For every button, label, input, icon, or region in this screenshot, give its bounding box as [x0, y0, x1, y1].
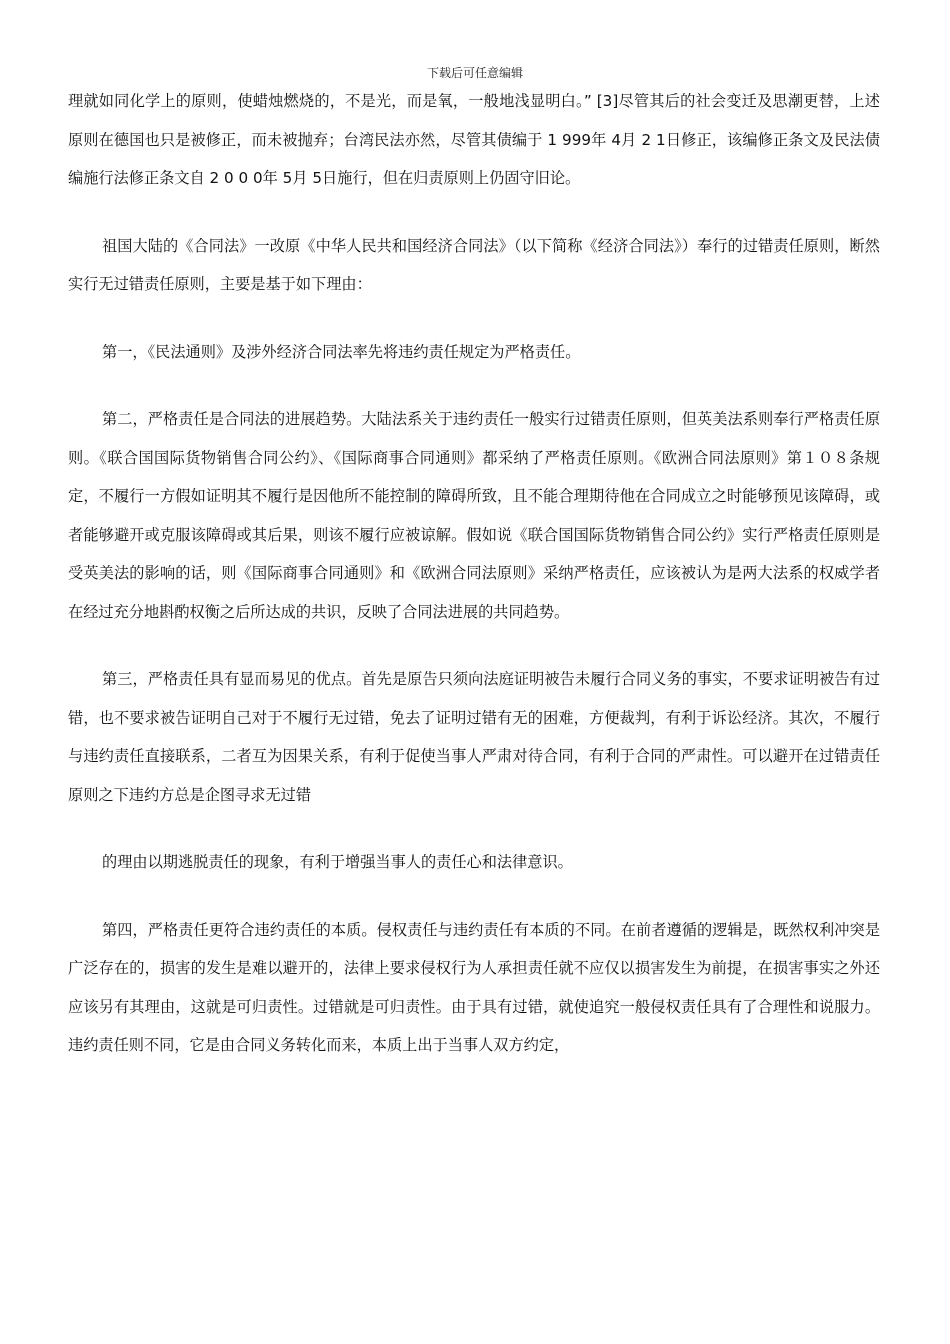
paragraph-gap [68, 371, 880, 400]
paragraph-gap [68, 882, 880, 911]
paragraph-gap [68, 304, 880, 333]
document-body [68, 82, 880, 1065]
paragraph-gap [68, 198, 880, 227]
paragraph-6: 的理由以期逃脱责任的现象，有利于增强当事人的责任心和法律意识。 [102, 853, 573, 871]
paragraph-2: 祖国大陆的《合同法》一改原《中华人民共和国经济合同法》（以下简称《经济合同法》）奉行的过错责任原则，断然实行无过错责任原则，主要是基于如下理由： [68, 236, 880, 293]
paragraph-7: 第四，严格责任更符合违约责任的本质。侵权责任与违约责任有本质的不同。在前者遵循的逻辑是，既然权利冲突是广泛存在的，损害的发生是难以避开的，法律上要求侵权行为人承担责任就不应仅以损害发生为前提，在损害事实之外还应该另有其理由，这就是可归责性。过错就是可归责性。由于具有过错，就使追究一般侵权责任具有了合理性和说服力。违约责任则不同，它是由合同义务转化而来，本质上出于当事人双方约定， [68, 920, 880, 1054]
paragraph-3: 第一，《民法通则》及涉外经济合同法率先将违约责任规定为严格责任。 [102, 342, 581, 361]
paragraph-gap [68, 631, 880, 660]
paragraph-5: 第三，严格责任具有显而易见的优点。首先是原告只须向法庭证明被告未履行合同义务的事实，不要求证明被告有过错，也不要求被告证明自己对于不履行无过错，免去了证明过错有无的困难，方便裁判，有利于诉讼经济。其次，不履行与违约责任直接联系，二者互为因果关系，有利于促使当事人严肃对待合同，有利于合同的严肃性。可以避开在过错责任原则之下违约方总是企图寻求无过错 [68, 670, 880, 804]
paragraph-1: 理就如同化学上的原则，使蜡烛燃烧的，不是光，而是氧，一般地浅显明白。” [3]尽管其后的社会变迁及思潮更替，上述原则在德国也只是被修正，而未被抛弃；台湾民法亦然，尽管其债编于 1 999年 4月 2 1日修正，该编修正条文及民法债编施行法修正条文自 2 0 0 0年 5月 5日施行，但在归责原则上仍固守旧论。 [68, 92, 880, 187]
paragraph-gap [68, 814, 880, 843]
paragraph-4: 第二，严格责任是合同法的进展趋势。大陆法系关于违约责任一般实行过错责任原则，但英美法系则奉行严格责任原则。《联合国国际货物销售合同公约》、《国际商事合同通则》都采纳了严格责任原则。《欧洲合同法原则》第１０８条规定，不履行一方假如证明其不履行是因他所不能控制的障碍所致，且不能合理期待他在合同成立之时能够预见该障碍，或者能够避开或克服该障碍或其后果，则该不履行应被谅解。假如说《联合国国际货物销售合同公约》实行严格责任原则是受英美法的影响的话，则《国际商事合同通则》和《欧洲合同法原则》采纳严格责任，应该被认为是两大法系的权威学者在经过充分地斟酌权衡之后所达成的共识，反映了合同法进展的共同趋势。 [68, 410, 880, 621]
header-note: 下载后可任意编辑 [426, 66, 523, 80]
